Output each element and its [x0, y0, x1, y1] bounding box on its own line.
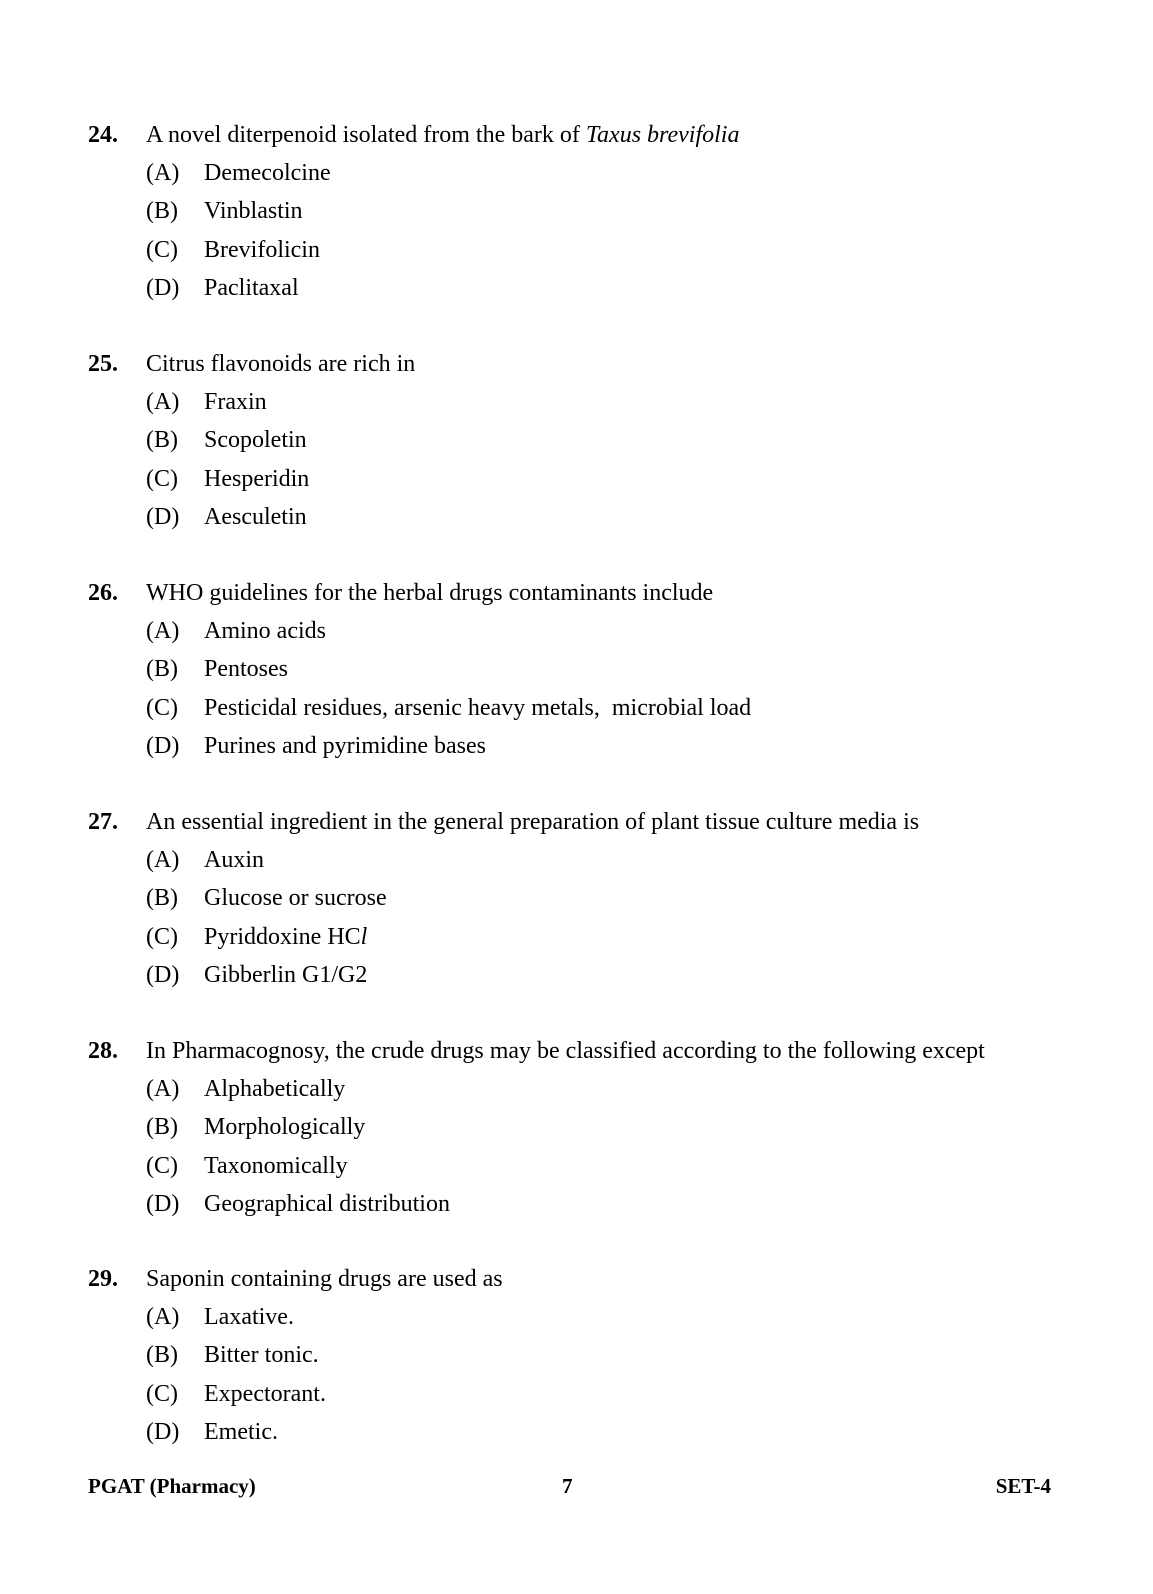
- question-stem: [88, 1260, 1088, 1298]
- question-stem: [88, 803, 1088, 841]
- option-label: (B): [146, 885, 178, 912]
- question-text: WHO guidelines for the herbal drugs contaminants include: [146, 580, 714, 606]
- species-name: Taxus brevifolia: [585, 122, 740, 148]
- option-label: (D): [146, 961, 180, 988]
- option-text: Morphologically: [204, 1114, 366, 1141]
- option-text: Paclitaxal: [204, 274, 299, 301]
- option-d: [88, 269, 1088, 307]
- option-a: [88, 1298, 1088, 1336]
- option-text: Geographical distribution: [204, 1190, 450, 1217]
- question-stem: [88, 345, 1088, 383]
- option-c: [88, 231, 1088, 269]
- option-label: (C): [146, 1152, 178, 1179]
- option-label: (B): [146, 656, 178, 683]
- question-25: [88, 345, 1088, 536]
- option-text: Aesculetin: [204, 503, 307, 530]
- option-d: [88, 1413, 1088, 1451]
- option-text: Bitter tonic.: [204, 1342, 319, 1369]
- option-text: Brevifolicin: [204, 236, 320, 263]
- option-label: (B): [146, 1114, 178, 1141]
- option-b: [88, 1108, 1088, 1146]
- option-text: Taxonomically: [204, 1152, 348, 1179]
- question-text: A novel diterpenoid isolated from the bark of Taxus brevifolia: [146, 122, 740, 148]
- option-a: [88, 612, 1088, 650]
- option-c: [88, 1375, 1088, 1413]
- option-text: Glucose or sucrose: [204, 885, 387, 912]
- question-text: Saponin containing drugs are used as: [146, 1266, 503, 1292]
- set-code: SET-4: [995, 1474, 1051, 1498]
- question-number: 25.: [88, 351, 118, 377]
- question-number: 28.: [88, 1038, 118, 1064]
- question-text: Citrus flavonoids are rich in: [146, 351, 416, 377]
- question-stem: [88, 574, 1088, 612]
- option-d: [88, 498, 1088, 536]
- page-footer: [88, 1470, 1051, 1502]
- option-label: (B): [146, 198, 178, 225]
- question-number: 26.: [88, 580, 118, 606]
- question-27: [88, 803, 1088, 994]
- option-label: (A): [146, 847, 180, 873]
- question-text: In Pharmacognosy, the crude drugs may be classified according to the following except: [146, 1038, 985, 1064]
- question-number: 29.: [88, 1266, 118, 1292]
- option-text: Pentoses: [204, 656, 288, 683]
- option-b: [88, 879, 1088, 917]
- chlorine-symbol: l: [360, 923, 368, 950]
- option-a: [88, 154, 1088, 192]
- question-text: An essential ingredient in the general preparation of plant tissue culture media is: [146, 809, 920, 835]
- option-text: Auxin: [204, 847, 264, 873]
- option-text: Amino acids: [204, 618, 326, 644]
- option-label: (D): [146, 732, 180, 759]
- option-label: (C): [146, 923, 178, 950]
- option-label: (B): [146, 427, 178, 454]
- option-text: Fraxin: [204, 389, 267, 415]
- question-stem: [88, 116, 1088, 154]
- option-text: Pesticidal residues, arsenic heavy metals, microbial load: [204, 694, 752, 721]
- option-label: (A): [146, 1304, 180, 1330]
- option-text: Laxative.: [204, 1304, 294, 1330]
- option-label: (D): [146, 503, 180, 530]
- question-28: [88, 1032, 1088, 1223]
- option-label: (D): [146, 1418, 180, 1445]
- option-text: Alphabetically: [204, 1076, 346, 1102]
- page-number: 7: [562, 1474, 573, 1498]
- option-a: [88, 1070, 1088, 1108]
- option-text: Demecolcine: [204, 160, 331, 186]
- option-a: [88, 383, 1088, 421]
- option-text: Pyriddoxine HCl: [204, 923, 368, 950]
- option-text: Gibberlin G1/G2: [204, 961, 368, 988]
- option-label: (C): [146, 694, 178, 721]
- option-text: Vinblastin: [204, 198, 303, 225]
- option-c: [88, 1147, 1088, 1185]
- exam-name: PGAT (Pharmacy): [88, 1474, 256, 1498]
- option-d: [88, 727, 1088, 765]
- option-b: [88, 421, 1088, 459]
- option-text: Expectorant.: [204, 1380, 326, 1407]
- option-label: (C): [146, 1380, 178, 1407]
- question-26: [88, 574, 1088, 765]
- option-label: (A): [146, 618, 180, 644]
- option-text: Purines and pyrimidine bases: [204, 732, 486, 759]
- option-c: [88, 460, 1088, 498]
- question-number: 27.: [88, 809, 118, 835]
- option-b: [88, 1336, 1088, 1374]
- option-c: [88, 689, 1088, 727]
- option-label: (B): [146, 1342, 178, 1369]
- option-b: [88, 192, 1088, 230]
- option-label: (D): [146, 1190, 180, 1217]
- option-label: (A): [146, 160, 180, 186]
- option-text: Scopoletin: [204, 427, 307, 454]
- option-c: [88, 918, 1088, 956]
- option-text: Emetic.: [204, 1418, 278, 1445]
- option-label: (C): [146, 465, 178, 492]
- option-a: [88, 841, 1088, 879]
- option-label: (D): [146, 274, 180, 301]
- question-29: [88, 1260, 1088, 1451]
- option-text: Hesperidin: [204, 465, 310, 492]
- option-label: (A): [146, 1076, 180, 1102]
- option-d: [88, 1185, 1088, 1223]
- question-24: [88, 116, 1088, 307]
- option-label: (A): [146, 389, 180, 415]
- option-d: [88, 956, 1088, 994]
- option-label: (C): [146, 236, 178, 263]
- question-number: 24.: [88, 122, 118, 148]
- question-stem: [88, 1032, 1088, 1070]
- option-b: [88, 650, 1088, 688]
